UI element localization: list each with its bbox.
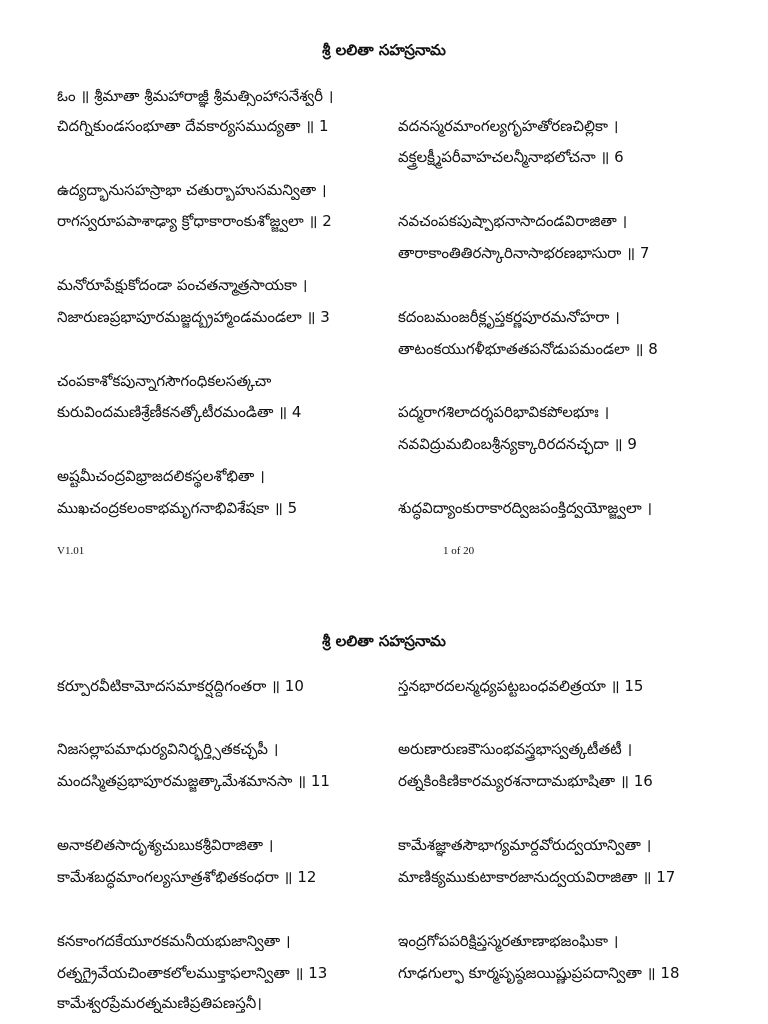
verse-line: నవవిద్రుమబింబశ్రీన్యక్కారిరదనచ్ఛదా ॥ 9 [398,435,637,453]
verse-line: నిజసల్లాపమాధుర్యవినిర్భర్త్సితకచ్ఛపీ । [57,740,279,758]
verse-line: కామేశజ్ఞాతసౌభాగ్యమార్దవోరుద్వయాన్వితా । [398,836,652,854]
verse-line: వక్త్రలక్ష్మీపరీవాహచలన్మీనాభలోచనా ॥ 6 [398,148,624,166]
verse-line: నిజారుణప్రభాపూరమజ్జద్బ్రహ్మాండమండలా ॥ 3 [57,308,330,326]
verse-line: చిదగ్నికుండసంభూతా దేవకార్యసముద్యతా ॥ 1 [57,117,329,135]
verse-line: ఇంద్రగోపపరిక్షిప్తస్మరతూణాభజంఘికా । [398,932,619,950]
verse-line: రత్నకింకిణికారమ్యరశనాదామభూషితా ॥ 16 [398,772,653,790]
verse-line: మందస్మితప్రభాపూరమజ్జత్కామేశమానసా ॥ 11 [57,772,330,790]
verse-line: మాణిక్యముకుటాకారజానుద్వయవిరాజితా ॥ 17 [398,868,676,886]
footer-version: V1.01 [57,545,85,557]
page-title: శ్రీ లలితా సహస్రనామ [322,41,446,59]
verse-line: ముఖచంద్రకలంకాభమృగనాభివిశేషకా ॥ 5 [57,499,298,517]
verse-line: కనకాంగదకేయూరకమనీయభుజాన్వితా । [57,932,291,950]
verse-line: కురువిందమణిశ్రేణీకనత్కోటీరమండితా ॥ 4 [57,403,302,421]
verse-line: చంపకాశోకపున్నాగసౌగంధికలసత్కచా [57,372,272,390]
verse-line: రత్నగ్రైవేయచింతాకలోలముక్తాఫలాన్వితా ॥ 13 [57,964,328,982]
verse-line: కర్పూరవీటికామోదసమాకర్షద్దిగంతరా ॥ 10 [57,677,304,695]
verse-line: అనాకలితసాదృశ్యచుబుకశ్రీవిరాజితా । [57,836,274,854]
verse-line: శుద్ధవిద్యాంకురాకారద్విజపంక్తిద్వయోజ్జ్వలా । [398,499,653,517]
verse-line: గూఢగుల్ఫా కూర్మపృష్ఠజయిష్ణుప్రపదాన్వితా ॥ 18 [398,964,680,982]
verse-line: కామేశ్వరప్రేమరత్నమణిప్రతిపణస్తనీ। [57,994,262,1012]
verse-line: పద్మరాగశిలాదర్శపరిభావికపోలభూః । [398,403,610,421]
verse-line: అరుణారుణకౌసుంభవస్త్రభాస్వత్కటీతటీ । [398,740,633,758]
verse-line: ఉద్యద్భానుసహస్రాభా చతుర్బాహుసమన్వితా । [57,181,327,199]
page-title: శ్రీ లలితా సహస్రనామ [322,632,446,650]
verse-line: అష్టమీచంద్రవిభ్రాజదలికస్థలశోభితా । [57,467,265,485]
footer-page-number: 1 of 20 [443,545,475,557]
verse-line: తారాకాంతితిరస్కారినాసాభరణభాసురా ॥ 7 [398,244,650,262]
verse-line: వదనస్మరమాంగల్యగృహతోరణచిల్లికా । [398,117,619,135]
verse-line: నవచంపకపుష్పాభనాసాదండవిరాజితా । [398,212,628,230]
verse-line: కదంబమంజరీక్లృప్తకర్ణపూరమనోహరా । [398,308,620,326]
verse-line: మనోరూపేక్షుకోదండా పంచతన్మాత్రసాయకా । [57,276,308,294]
verse-line: రాగస్వరూపపాశాఢ్యా క్రోధాకారాంకుశోజ్జ్వలా ॥ 2 [57,212,332,230]
verse-line: స్తనభారదలన్మధ్యపట్టబంధవలిత్రయా ॥ 15 [398,677,644,695]
verse-line: తాటంకయుగళీభూతతపనోడుపమండలా ॥ 8 [398,340,658,358]
verse-line: కామేశబద్ధమాంగల్యసూత్రశోభితకంధరా ॥ 12 [57,868,317,886]
invocation-line: ఓం ॥ శ్రీమాతా శ్రీమహారాజ్ఞీ శ్రీమత్సింహాసనేశ్వరీ । [57,87,334,105]
